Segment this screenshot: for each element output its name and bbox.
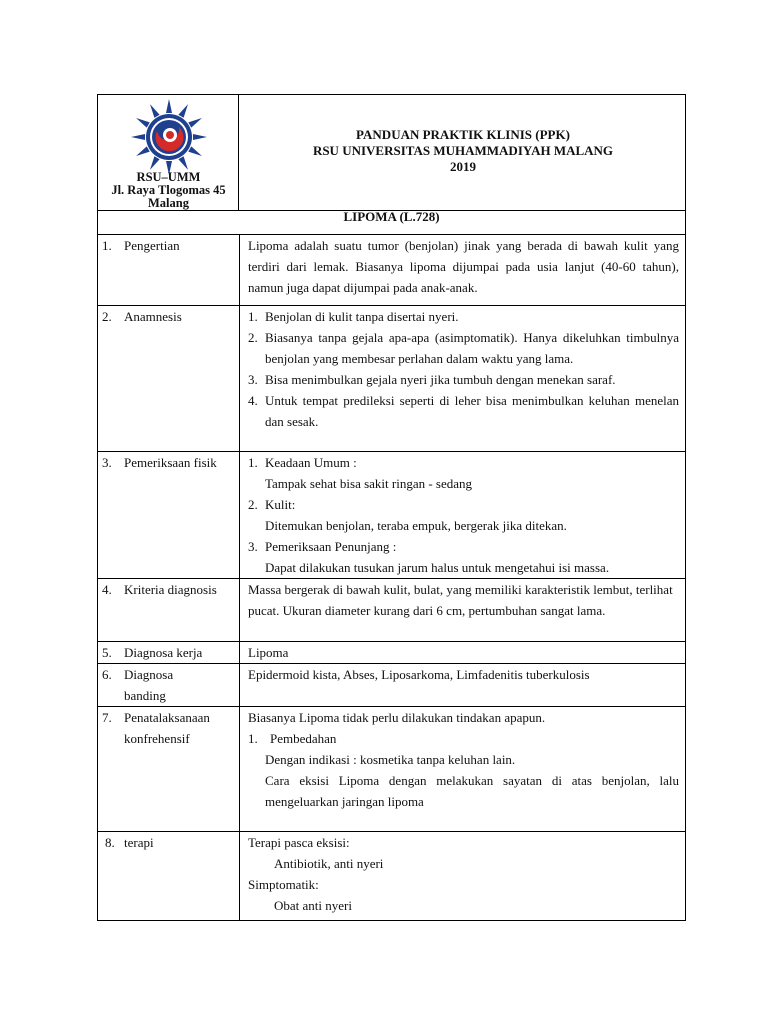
row-content-cell [240, 452, 686, 579]
terapi-line: Antibiotik, anti nyeri [274, 856, 384, 871]
row-number: 2. [102, 309, 112, 324]
hospital-address-line1: Jl. Raya Tlogomas 45 [111, 183, 226, 197]
table-row-diagnosa-kerja [98, 642, 686, 664]
row-label: Pengertian [124, 238, 180, 253]
row-label-cell [98, 642, 240, 664]
row-label-cell [98, 452, 240, 579]
section-title [97, 210, 686, 235]
document-year: 2019 [450, 159, 476, 174]
terapi-line: Terapi pasca eksisi: [248, 835, 350, 850]
row-label-continued: konfrehensif [124, 731, 190, 746]
table-row-pemeriksaan-fisik [98, 452, 686, 579]
list-item [248, 369, 679, 390]
row-number: 1. [102, 238, 112, 253]
row-number: 3. [102, 455, 112, 470]
list-number: 1. [248, 731, 258, 746]
row-number: 8. [105, 835, 115, 850]
diagnosa-kerja-text: Lipoma [248, 645, 289, 660]
list-text: Pemeriksaan Penunjang : [265, 539, 397, 554]
pengertian-text: Lipoma adalah suatu tumor (benjolan) jinak yang berada di bawah kulit yang terdiri dari lemak. Biasanya lipoma dijumpai pada usia lanjut (40-60 tahun), namun juga dapat dijumpai pada anak-anak. [248, 238, 679, 295]
row-label: terapi [124, 835, 154, 850]
list-item [248, 452, 679, 473]
list-subtext: Ditemukan benjolan, teraba empuk, bergerak jika ditekan. [265, 518, 567, 533]
list-number: 1. [248, 309, 258, 324]
table-row-terapi [98, 832, 686, 921]
table-row-anamnesis [98, 306, 686, 452]
list-number: 1. [248, 455, 258, 470]
document-title: PANDUAN PRAKTIK KLINIS (PPK) [356, 127, 570, 142]
row-label: Penatalaksanaan [124, 710, 210, 725]
list-subtext: Dengan indikasi : kosmetika tanpa keluhan lain. [265, 752, 516, 767]
row-label-cell [98, 664, 240, 707]
list-item [248, 327, 679, 369]
terapi-line: Obat anti nyeri [274, 898, 352, 913]
row-label-cell [98, 707, 240, 832]
table-row-pengertian [98, 235, 686, 306]
list-item [248, 306, 679, 327]
row-label-continued: banding [124, 688, 166, 703]
penatalaksanaan-intro: Biasanya Lipoma tidak perlu dilakukan tindakan apapun. [248, 710, 546, 725]
list-text: Keadaan Umum : [265, 455, 357, 470]
row-number: 4. [102, 582, 112, 597]
muhammadiyah-sun-logo-icon [124, 99, 214, 179]
list-item [248, 494, 679, 515]
row-label-cell [98, 832, 240, 921]
row-label-cell [98, 235, 240, 306]
row-label: Diagnosa kerja [124, 645, 203, 660]
row-label: Anamnesis [124, 309, 182, 324]
table-row-kriteria-diagnosis [98, 579, 686, 642]
row-label: Diagnosa [124, 667, 174, 682]
hospital-address-line2: Malang [148, 196, 189, 210]
list-number: 4. [248, 393, 258, 408]
row-number: 6. [102, 667, 112, 682]
row-content-cell [240, 707, 686, 832]
list-item [248, 390, 679, 432]
row-content-cell [240, 832, 686, 921]
list-text: Pembedahan [270, 731, 337, 746]
kriteria-text: Massa bergerak di bawah kulit, bulat, yang memiliki karakteristik lembut, terlihat pucat. Ukuran diameter kurang dari 6 cm, pertumbuhan sangat lama. [248, 582, 673, 618]
list-number: 2. [248, 497, 258, 512]
table-row-penatalaksanaan [98, 707, 686, 832]
document-header [97, 94, 686, 211]
list-text: Benjolan di kulit tanpa disertai nyeri. [265, 309, 459, 324]
list-subtext: Tampak sehat bisa sakit ringan - sedang [265, 476, 473, 491]
list-number: 3. [248, 372, 258, 387]
row-content-cell [240, 306, 686, 452]
hospital-abbr: RSU–UMM [136, 170, 201, 184]
row-content-cell [240, 235, 686, 306]
row-number: 7. [102, 710, 112, 725]
row-content-cell [240, 579, 686, 642]
row-label-cell [98, 579, 240, 642]
row-label: Kriteria diagnosis [124, 582, 217, 597]
list-subtext: Dapat dilakukan tusukan jarum halus untuk mengetahui isi massa. [265, 560, 610, 575]
list-text: Untuk tempat predileksi seperti di leher bisa menimbulkan keluhan menelan dan sesak. [265, 393, 679, 429]
row-label-cell [98, 306, 240, 452]
table-row-diagnosa-banding [98, 664, 686, 707]
list-text: Biasanya tanpa gejala apa-apa (asimptomatik). Hanya dikeluhkan timbulnya benjolan yang membesar perlahan dalam waktu yang lama. [265, 330, 679, 366]
list-number: 2. [248, 330, 258, 345]
list-text: Bisa menimbulkan gejala nyeri jika tumbuh dengan menekan saraf. [265, 372, 616, 387]
row-content-cell [240, 642, 686, 664]
clinical-guideline-table [97, 234, 686, 921]
list-item [248, 728, 679, 749]
row-label: Pemeriksaan fisik [124, 455, 217, 470]
list-number: 3. [248, 539, 258, 554]
document-institution: RSU UNIVERSITAS MUHAMMADIYAH MALANG [312, 143, 614, 158]
list-item [248, 536, 679, 557]
diagnosa-banding-text: Epidermoid kista, Abses, Liposarkoma, Limfadenitis tuberkulosis [248, 667, 590, 682]
list-subtext: Cara eksisi Lipoma dengan melakukan sayatan di atas benjolan, lalu mengeluarkan jaringan lipoma [265, 773, 679, 809]
row-number: 5. [102, 645, 112, 660]
section-title-text: LIPOMA (L.728) [343, 209, 440, 224]
terapi-line: Simptomatik: [248, 877, 319, 892]
hospital-identity [98, 95, 239, 211]
row-content-cell [240, 664, 686, 707]
list-text: Kulit: [265, 497, 296, 512]
